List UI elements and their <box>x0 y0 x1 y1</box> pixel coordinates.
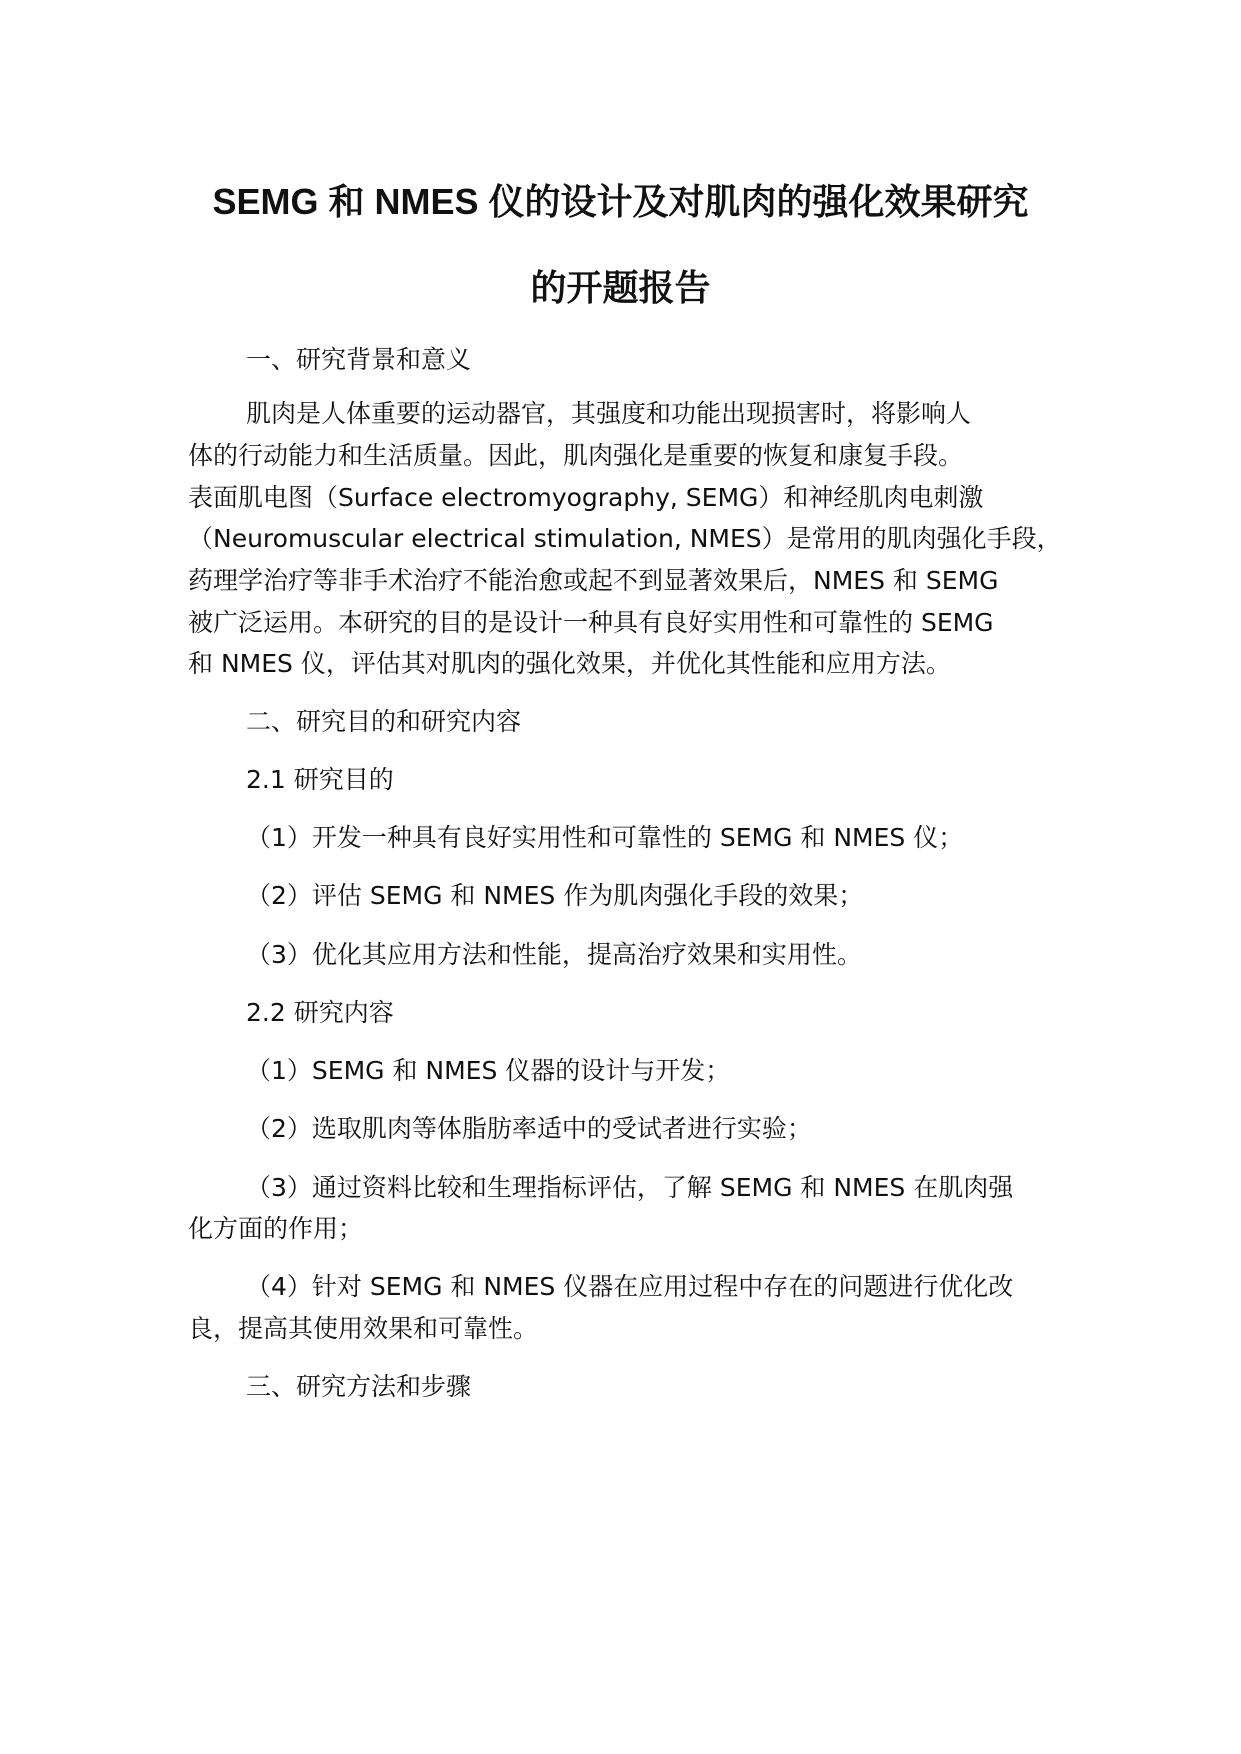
section-1-paragraph-line: 肌肉是人体重要的运动器官，其强度和功能出现损害时，将影响人 <box>246 399 972 428</box>
section-2-2-heading: 2.2 研究内容 <box>246 998 394 1027</box>
section-3-heading: 三、研究方法和步骤 <box>246 1372 472 1401</box>
content-item-4-line: （4）针对 SEMG 和 NMES 仪器在应用过程中存在的问题进行优化改 <box>246 1272 1014 1301</box>
section-2-1-heading: 2.1 研究目的 <box>246 765 394 794</box>
content-item-3-line: 化方面的作用； <box>188 1214 364 1243</box>
objective-item: （1）开发一种具有良好实用性和可靠性的 SEMG 和 NMES 仪； <box>246 823 964 852</box>
content-item: （1）SEMG 和 NMES 仪器的设计与开发； <box>246 1056 731 1085</box>
document-title-line-2: 的开题报告 <box>530 267 711 308</box>
section-1-paragraph-line: （Neuromuscular electrical stimulation, NMES）是常用的肌肉强化手段， <box>188 524 1062 553</box>
section-1-paragraph-line: 表面肌电图（Surface electromyography, SEMG）和神经肌肉电刺激 <box>188 483 984 512</box>
section-1-paragraph-line: 体的行动能力和生活质量。因此，肌肉强化是重要的恢复和康复手段。 <box>188 441 964 470</box>
document-title-line-1: SEMG 和 NMES 仪的设计及对肌肉的强化效果研究 <box>212 181 1029 222</box>
objective-item: （3）优化其应用方法和性能，提高治疗效果和实用性。 <box>246 940 862 969</box>
section-1-paragraph-line: 和 NMES 仪，评估其对肌肉的强化效果，并优化其性能和应用方法。 <box>188 649 951 678</box>
section-1-paragraph-line: 被广泛运用。本研究的目的是设计一种具有良好实用性和可靠性的 SEMG <box>188 608 994 637</box>
content-item-4-line: 良，提高其使用效果和可靠性。 <box>188 1314 539 1343</box>
content-item-3-line: （3）通过资料比较和生理指标评估，了解 SEMG 和 NMES 在肌肉强 <box>246 1173 1014 1202</box>
content-item: （2）选取肌肉等体脂肪率适中的受试者进行实验； <box>246 1114 812 1143</box>
objective-item: （2）评估 SEMG 和 NMES 作为肌肉强化手段的效果； <box>246 881 864 910</box>
section-1-heading: 一、研究背景和意义 <box>246 345 472 374</box>
section-1-paragraph-line: 药理学治疗等非手术治疗不能治愈或起不到显著效果后，NMES 和 SEMG <box>188 566 999 595</box>
section-2-heading: 二、研究目的和研究内容 <box>246 707 522 736</box>
